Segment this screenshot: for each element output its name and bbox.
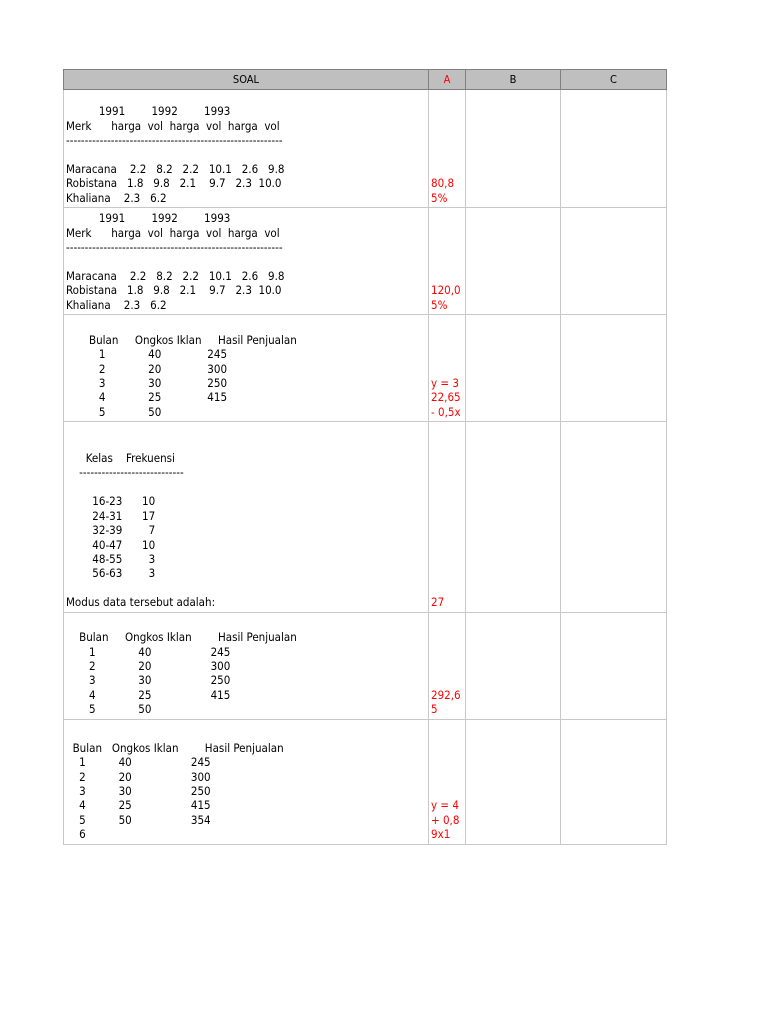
answer-cell[interactable] [429,90,466,208]
question-cell[interactable] [64,612,429,719]
answer-cell[interactable] [429,315,466,422]
answer-cell[interactable] [429,719,466,844]
table-row [64,315,667,422]
table-row [64,719,667,844]
question-text: 1991 1992 1993 Merk harga vol harga vol harga vol ---------------------------------------------------------- Maracana 2.2 8.2 2.2 10.1 2.6 9.8 Robistana 1.8 9.8 2.1 9.7 2.3 10.0 Khaliana 2.3 6.2 [66,104,285,205]
question-cell[interactable] [64,315,429,422]
answer-text: 120,05% [431,283,461,312]
question-text: 1991 1992 1993 Merk harga vol harga vol harga vol ---------------------------------------------------------- Maracana 2.2 8.2 2.2 10.1 2.6 9.8 Robistana 1.8 9.8 2.1 9.7 2.3 10.0 Khaliana 2.3 6.2 [66,211,285,312]
question-text: Bulan Ongkos Iklan Hasil Penjualan 1 40 245 2 20 300 3 30 250 4 25 415 5 50 [88,332,297,419]
question-cell[interactable] [64,208,429,315]
column-header-b[interactable]: B [466,70,561,90]
table-row [64,422,667,612]
question-text: Kelas Frekuensi ---------------------------- 16-23 10 24-31 17 32-39 7 40-47 10 48-55 3 56-63 3 Modus data tersebut adalah: [66,451,216,610]
cell-c[interactable] [561,208,667,315]
table-row [64,90,667,208]
question-cell[interactable] [64,719,429,844]
column-header-row [64,70,667,90]
cell-b[interactable] [466,612,561,719]
column-header-soal[interactable]: SOAL [64,70,429,90]
question-cell[interactable] [64,422,429,612]
cell-b[interactable] [466,422,561,612]
answer-cell[interactable] [429,208,466,315]
cell-b[interactable] [466,315,561,422]
cell-c[interactable] [561,422,667,612]
answer-text: y = 322,65 - 0,5x [431,376,461,419]
worksheet-table [63,69,667,845]
cell-b[interactable] [466,208,561,315]
cell-b[interactable] [466,90,561,208]
answer-cell[interactable] [429,612,466,719]
answer-text: 80,85% [431,176,455,205]
question-cell[interactable] [64,90,429,208]
answer-text: 292,65 [431,687,461,717]
answer-text: 27 [431,595,445,610]
column-header-c[interactable]: C [561,70,667,90]
cell-c[interactable] [561,612,667,719]
table-row [64,612,667,719]
answer-text: y = 4 + 0,89x1 [431,798,460,842]
cell-c[interactable] [561,719,667,844]
column-header-a[interactable]: A [429,70,466,90]
question-text: Bulan Ongkos Iklan Hasil Penjualan 1 40 245 2 20 300 3 30 250 4 25 415 5 50 354 6 [72,740,284,842]
table-row [64,208,667,315]
question-text: Bulan Ongkos Iklan Hasil Penjualan 1 40 245 2 20 300 3 30 250 4 25 415 5 50 [79,630,297,717]
answer-cell[interactable] [429,422,466,612]
cell-b[interactable] [466,719,561,844]
cell-c[interactable] [561,315,667,422]
cell-c[interactable] [561,90,667,208]
